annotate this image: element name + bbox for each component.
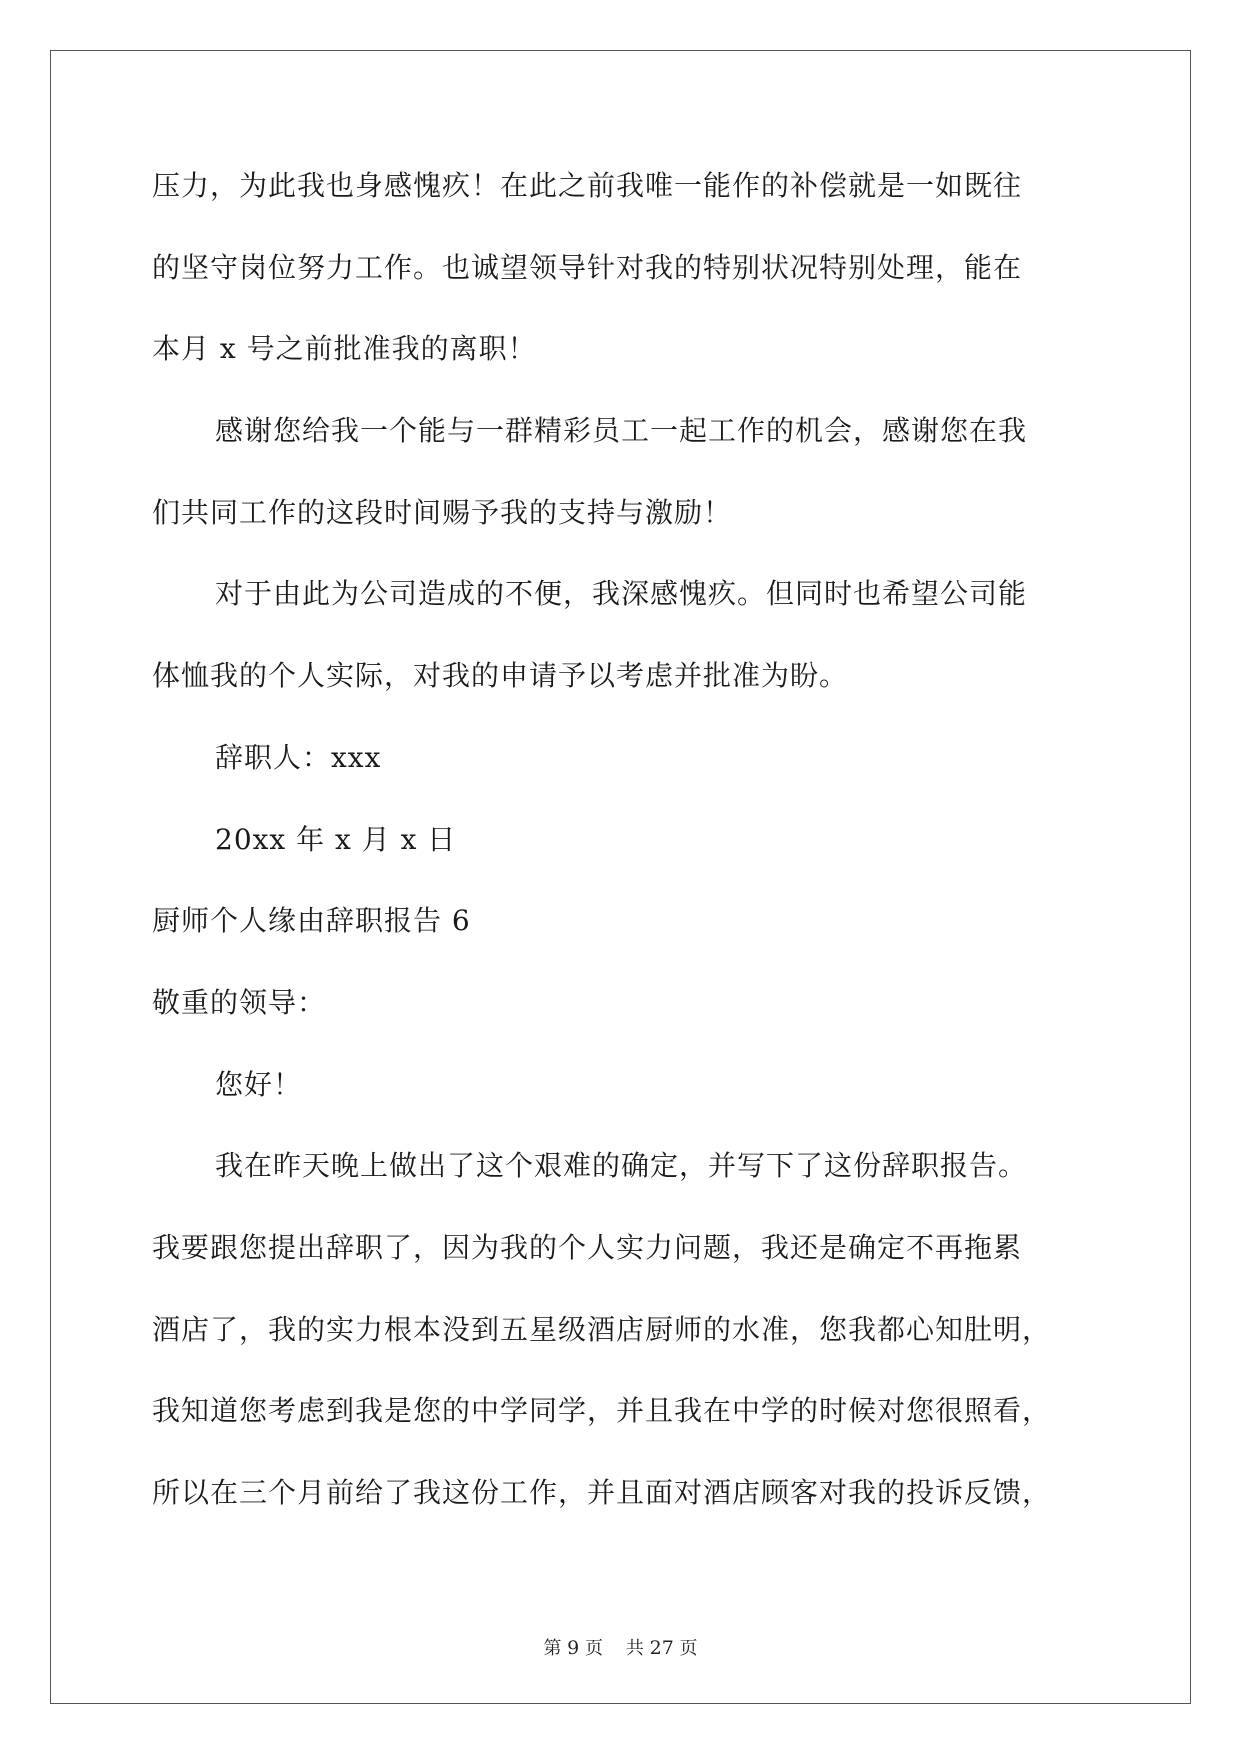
text-line-3: 本月 x 号之前批准我的离职！ <box>152 332 537 366</box>
footer-prefix: 第 <box>543 1638 562 1659</box>
text-line-17: 所以在三个月前给了我这份工作，并且面对酒店顾客对我的投诉反馈， <box>152 1476 1052 1509</box>
text-line-5: 们共同工作的这段时间赐予我的支持与激励！ <box>152 495 733 529</box>
total-pages: 27 <box>649 1637 674 1659</box>
document-body <box>152 166 1112 1555</box>
text-line-2: 的坚守岗位努力工作。也诚望领导针对我的特别状况特别处理，能在 <box>152 250 1023 284</box>
section-heading: 厨师个人缘由辞职报告 6 <box>152 904 471 938</box>
footer-page-suffix: 页 <box>585 1638 603 1659</box>
page-footer <box>0 1634 1241 1660</box>
text-line-6: 对于由此为公司造成的不便，我深感愧疚。但同时也希望公司能 <box>215 577 1028 611</box>
text-line-15: 酒店了，我的实力根本没到五星级酒店厨师的水准，您我都心知肚明， <box>152 1312 1052 1346</box>
footer-total-prefix: 共 <box>625 1638 644 1659</box>
greeting: 您好！ <box>215 1067 303 1101</box>
signature-line: 辞职人：xxx <box>215 740 382 774</box>
salutation: 敬重的领导： <box>152 985 327 1019</box>
text-line-7: 体恤我的个人实际，对我的申请予以考虑并批准为盼。 <box>152 659 849 693</box>
text-line-1: 压力，为此我也身感愧疚！在此之前我唯一能作的补偿就是一如既往 <box>152 169 1023 202</box>
date-line: 20xx 年 x 月 x 日 <box>215 822 457 856</box>
footer-total-suffix: 页 <box>679 1638 698 1659</box>
text-line-13: 我在昨天晚上做出了这个艰难的确定，并写下了这份辞职报告。 <box>215 1149 1028 1183</box>
text-line-14: 我要跟您提出辞职了，因为我的个人实力问题，我还是确定不再拖累 <box>152 1230 1023 1264</box>
text-line-4: 感谢您给我一个能与一群精彩员工一起工作的机会，感谢您在我 <box>215 414 1028 448</box>
text-line-16: 我知道您考虑到我是您的中学同学，并且我在中学的时候对您很照看， <box>152 1394 1052 1428</box>
page-number: 9 <box>567 1637 580 1659</box>
